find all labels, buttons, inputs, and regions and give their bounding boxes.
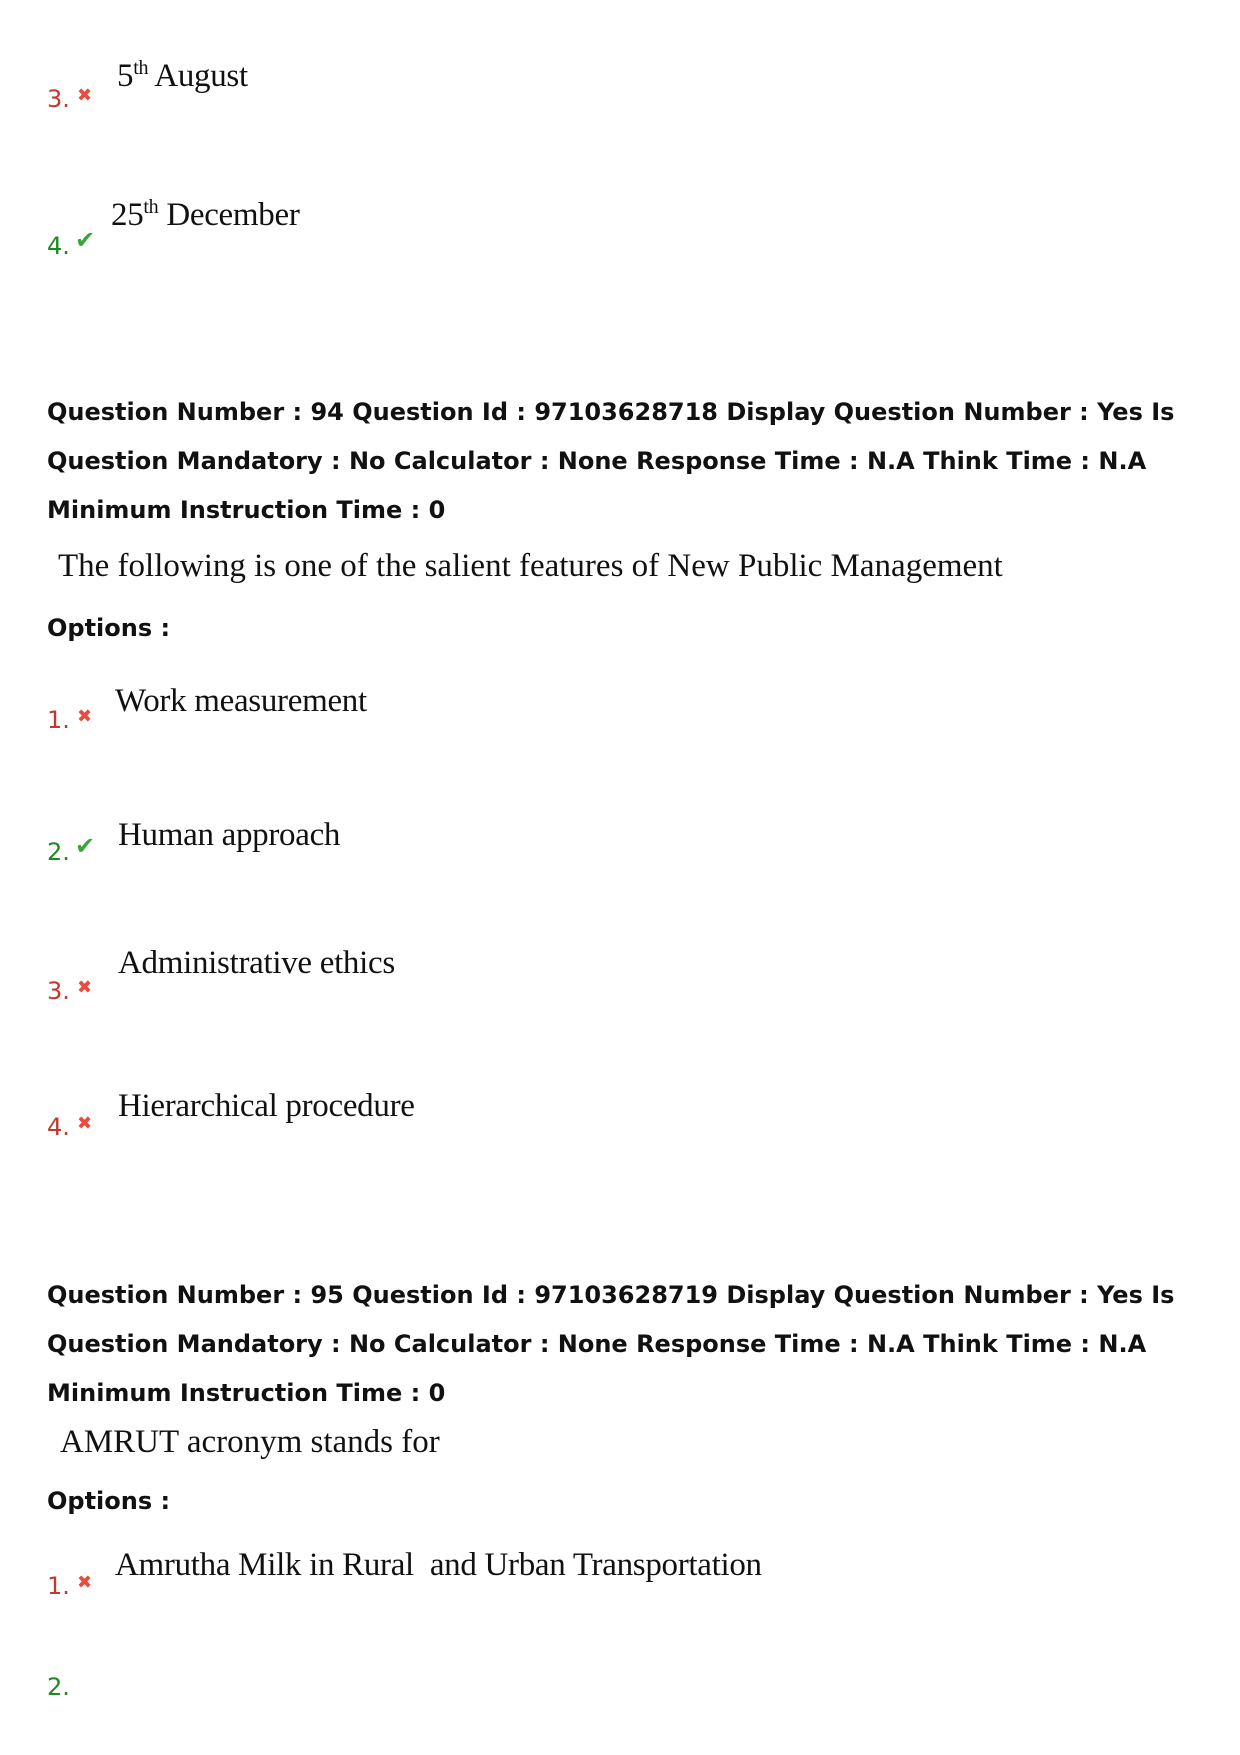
option-text: 25th December	[111, 196, 300, 233]
option-number: 1.	[47, 706, 70, 734]
question-text: AMRUT acronym stands for	[60, 1424, 440, 1460]
option-number: 2.	[47, 838, 70, 866]
question-meta: Question Number : 94 Question Id : 97103628718 Display Question Number : Yes Is Question Mandatory : No Calculator : None Response Time : N.A Think Time : N.A Minimum Instruction Time : 0	[47, 398, 1175, 524]
check-icon: ✔	[75, 226, 96, 254]
option-number: 4.	[47, 1113, 70, 1141]
option-text: Administrative ethics	[118, 945, 395, 981]
cross-icon: ✖	[77, 706, 93, 727]
option-text: Hierarchical procedure	[118, 1088, 415, 1124]
question-meta: Question Number : 95 Question Id : 97103628719 Display Question Number : Yes Is Question Mandatory : No Calculator : None Response Time : N.A Think Time : N.A Minimum Instruction Time : 0	[47, 1281, 1175, 1407]
cross-icon: ✖	[77, 1572, 93, 1593]
cross-icon: ✖	[77, 85, 93, 106]
option-text: Work measurement	[115, 683, 367, 719]
option-number: 1.	[47, 1572, 70, 1600]
option-text: Amrutha Milk in Rural and Urban Transportation	[115, 1547, 762, 1583]
option-number: 3.	[47, 977, 70, 1005]
option-text: Human approach	[118, 817, 341, 853]
options-label: Options :	[47, 1487, 171, 1515]
cross-icon: ✖	[77, 1113, 93, 1134]
option-number: 2.	[47, 1673, 70, 1701]
option-text: 5th August	[117, 57, 248, 94]
options-label: Options :	[47, 614, 171, 642]
option-number: 3.	[47, 85, 70, 113]
check-icon: ✔	[75, 832, 96, 860]
cross-icon: ✖	[77, 977, 93, 998]
question-text: The following is one of the salient features of New Public Management	[58, 548, 1003, 584]
option-number: 4.	[47, 232, 70, 260]
